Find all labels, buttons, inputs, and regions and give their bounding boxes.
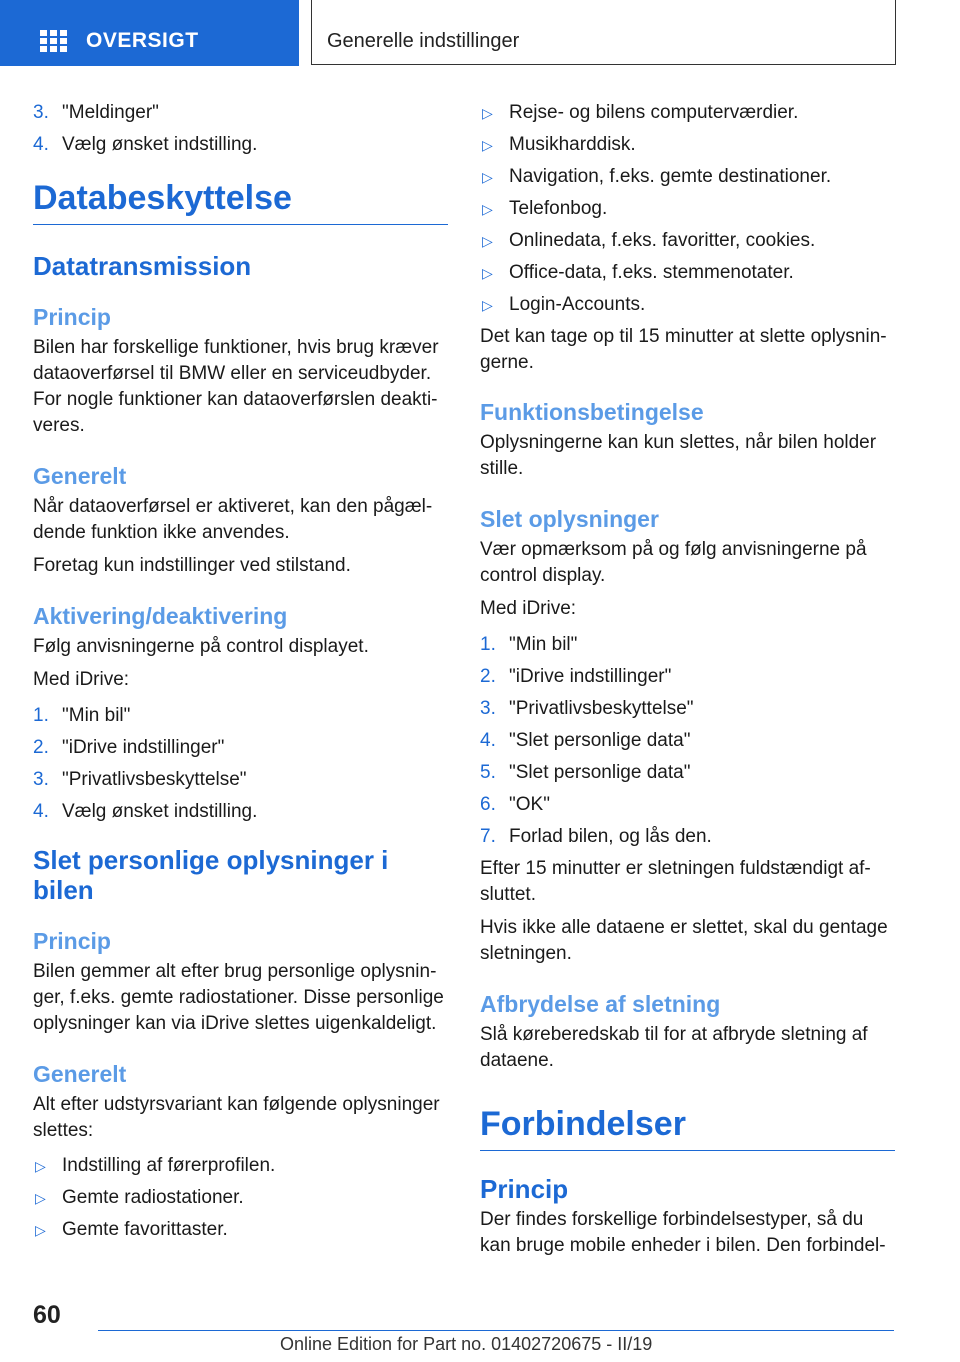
left-column bbox=[33, 100, 448, 1249]
bullet-text: Navigation, f.eks. gemte destinationer. bbox=[509, 166, 832, 187]
bullet-text: Telefonbog. bbox=[509, 198, 608, 219]
list-item bbox=[480, 292, 895, 318]
bullet-text: Gemte radiostationer. bbox=[62, 1187, 244, 1208]
step-number: 4. bbox=[33, 134, 49, 155]
list-item bbox=[480, 164, 895, 190]
step-number: 2. bbox=[480, 666, 496, 687]
aktivering-steps-list bbox=[33, 703, 448, 825]
step-number: 3. bbox=[33, 102, 49, 123]
heading-princip: Princip bbox=[33, 304, 111, 330]
step-text: "iDrive indstillinger" bbox=[62, 737, 225, 758]
right-column bbox=[480, 100, 895, 1259]
step-number: 2. bbox=[33, 737, 49, 758]
heading-afbrydelse: Afbrydelse af sletning bbox=[480, 991, 721, 1017]
triangle-bullet-icon: ▷ bbox=[482, 105, 493, 121]
step-text: "Min bil" bbox=[62, 705, 131, 726]
list-item bbox=[33, 735, 448, 761]
triangle-bullet-icon: ▷ bbox=[35, 1222, 46, 1238]
step-text: Vælg ønsket indstilling. bbox=[62, 134, 258, 155]
heading-princip: Princip bbox=[480, 1174, 569, 1204]
step-number: 6. bbox=[480, 794, 496, 815]
step-number: 4. bbox=[33, 801, 49, 822]
paragraph: Bilen gemmer alt efter brug personlige oplysnin-ger, f.eks. gemte radiostationer. Disse personlige oplysninger kan via iDrive slettes uigenkaldeligt. bbox=[33, 961, 444, 1034]
paragraph: Det kan tage op til 15 minutter at slette oplysnin-gerne. bbox=[480, 326, 887, 373]
step-text: Forlad bilen, og lås den. bbox=[509, 826, 712, 847]
heading-princip: Princip bbox=[33, 928, 111, 954]
list-item bbox=[33, 100, 448, 126]
heading-slet-oplysninger: Slet oplysninger bbox=[480, 506, 659, 532]
paragraph: Hvis ikke alle dataene er slettet, skal du gentage sletningen. bbox=[480, 917, 888, 964]
triangle-bullet-icon: ▷ bbox=[482, 265, 493, 281]
heading-funktionsbetingelse: Funktionsbetingelse bbox=[480, 399, 704, 425]
bullet-text: Gemte favorittaster. bbox=[62, 1219, 228, 1240]
step-number: 3. bbox=[33, 769, 49, 790]
overview-tab[interactable] bbox=[0, 0, 299, 66]
step-number: 7. bbox=[480, 826, 496, 847]
heading-forbindelser: Forbindelser bbox=[480, 1104, 895, 1151]
step-text: "Privatlivsbeskyttelse" bbox=[509, 698, 694, 719]
footer-edition: Online Edition for Part no. 01402720675 - II/19 bbox=[280, 1334, 653, 1354]
paragraph: Når dataoverførsel er aktiveret, kan den pågæl-dende funktion ikke anvendes. bbox=[33, 496, 433, 543]
list-item bbox=[33, 767, 448, 793]
triangle-bullet-icon: ▷ bbox=[35, 1190, 46, 1206]
paragraph: Alt efter udstyrsvariant kan følgende oplysninger slettes: bbox=[33, 1094, 440, 1141]
list-item bbox=[480, 696, 895, 722]
step-number: 3. bbox=[480, 698, 496, 719]
step-text: "Meldinger" bbox=[62, 102, 159, 123]
bullet-text: Login-Accounts. bbox=[509, 294, 646, 315]
bullet-text: Musikharddisk. bbox=[509, 134, 636, 155]
list-item bbox=[480, 632, 895, 658]
section-tab-label: Generelle indstillinger bbox=[327, 30, 520, 52]
list-item bbox=[33, 1153, 448, 1179]
bullet-text: Indstilling af førerprofilen. bbox=[62, 1155, 276, 1176]
paragraph: Følg anvisningerne på control displayet. bbox=[33, 636, 369, 657]
paragraph: Foretag kun indstillinger ved stilstand. bbox=[33, 555, 351, 576]
bullet-text: Onlinedata, f.eks. favoritter, cookies. bbox=[509, 230, 816, 251]
list-item bbox=[480, 760, 895, 786]
step-text: "iDrive indstillinger" bbox=[509, 666, 672, 687]
step-number: 1. bbox=[480, 634, 496, 655]
deletable-items-list bbox=[33, 1153, 448, 1243]
heading-databeskyttelse: Databeskyttelse bbox=[33, 178, 448, 225]
list-item bbox=[33, 132, 448, 158]
page-number: 60 bbox=[33, 1301, 61, 1329]
heading-datatransmission: Datatransmission bbox=[33, 251, 252, 281]
triangle-bullet-icon: ▷ bbox=[482, 297, 493, 313]
section-tab[interactable] bbox=[311, 0, 896, 65]
footer-divider bbox=[98, 1330, 894, 1331]
intro-steps-list bbox=[33, 100, 448, 158]
heading-generelt: Generelt bbox=[33, 1061, 127, 1087]
heading-slet-personlige: Slet personlige oplysninger i bilen bbox=[33, 845, 389, 905]
list-item bbox=[480, 824, 895, 850]
step-text: Vælg ønsket indstilling. bbox=[62, 801, 258, 822]
list-item bbox=[480, 792, 895, 818]
heading-aktivering: Aktivering/deaktivering bbox=[33, 603, 288, 629]
paragraph: Efter 15 minutter er sletningen fuldstændigt af-sluttet. bbox=[480, 858, 871, 905]
paragraph: Der findes forskellige forbindelsestyper, så du kan bruge mobile enheder i bilen. Den forbindel- bbox=[480, 1209, 886, 1256]
bullet-text: Office-data, f.eks. stemmenotater. bbox=[509, 262, 794, 283]
paragraph: Oplysningerne kan kun slettes, når bilen holder stille. bbox=[480, 432, 877, 479]
list-item bbox=[33, 1217, 448, 1243]
step-number: 1. bbox=[33, 705, 49, 726]
triangle-bullet-icon: ▷ bbox=[482, 233, 493, 249]
paragraph: Med iDrive: bbox=[33, 669, 130, 690]
paragraph: Bilen har forskellige funktioner, hvis brug kræver dataoverførsel til BMW eller en serviceudbyder. For nogle funktioner kan dataoverførslen deakti-veres. bbox=[33, 337, 439, 436]
paragraph: Slå køreberedskab til for at afbryde sletning af dataene. bbox=[480, 1024, 868, 1071]
step-text: "Slet personlige data" bbox=[509, 730, 691, 751]
paragraph: Med iDrive: bbox=[480, 598, 577, 619]
step-text: "Privatlivsbeskyttelse" bbox=[62, 769, 247, 790]
list-item bbox=[480, 100, 895, 126]
list-item bbox=[480, 196, 895, 222]
grid-icon bbox=[40, 30, 68, 52]
top-navigation-bar bbox=[0, 0, 960, 66]
list-item bbox=[480, 664, 895, 690]
step-number: 4. bbox=[480, 730, 496, 751]
list-item bbox=[480, 228, 895, 254]
heading-generelt: Generelt bbox=[33, 463, 127, 489]
step-number: 5. bbox=[480, 762, 496, 783]
slet-steps-list bbox=[480, 632, 895, 850]
overview-tab-label: OVERSIGT bbox=[86, 29, 199, 52]
paragraph: Vær opmærksom på og følg anvisningerne på control display. bbox=[480, 539, 867, 586]
triangle-bullet-icon: ▷ bbox=[35, 1158, 46, 1174]
step-text: "Slet personlige data" bbox=[509, 762, 691, 783]
list-item bbox=[480, 132, 895, 158]
triangle-bullet-icon: ▷ bbox=[482, 169, 493, 185]
step-text: "Min bil" bbox=[509, 634, 578, 655]
triangle-bullet-icon: ▷ bbox=[482, 201, 493, 217]
triangle-bullet-icon: ▷ bbox=[482, 137, 493, 153]
step-text: "OK" bbox=[509, 794, 550, 815]
deletable-items-list-continued bbox=[480, 100, 895, 318]
list-item bbox=[33, 703, 448, 729]
list-item bbox=[33, 1185, 448, 1211]
bullet-text: Rejse- og bilens computerværdier. bbox=[509, 102, 799, 123]
list-item bbox=[480, 728, 895, 754]
list-item bbox=[480, 260, 895, 286]
list-item bbox=[33, 799, 448, 825]
